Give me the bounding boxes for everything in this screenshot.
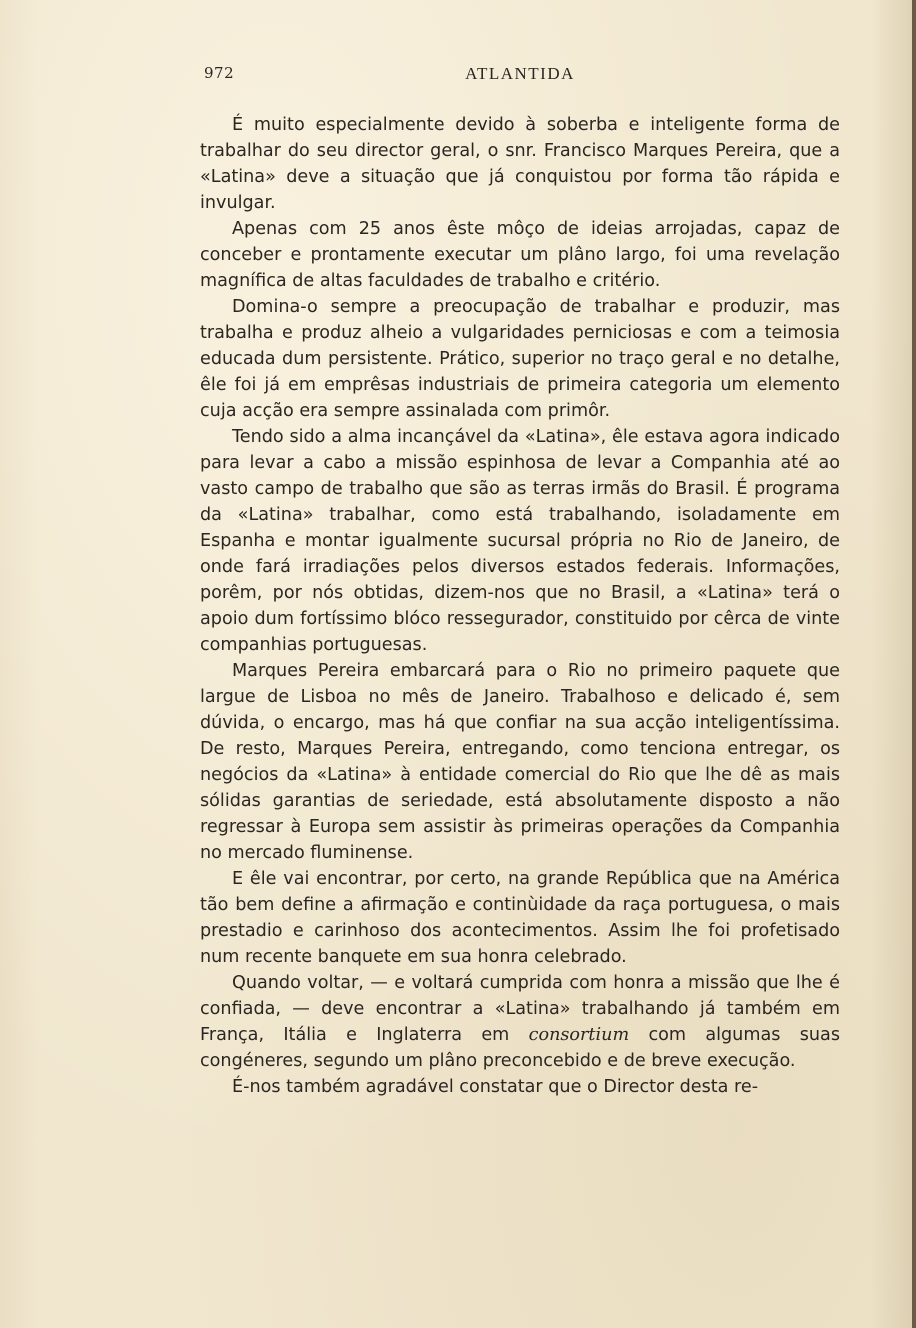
paragraph-1: É muito especialmente devido à soberba e inteligente forma de trabalhar do seu director geral, o snr. Francisco Marques Pereira, que a «Latina» deve a situação que já conquistou por forma tão rápida e invulgar. [200, 115, 840, 213]
page-number: 972 [204, 64, 235, 82]
paragraph-7-text-start: Quando voltar, — e voltará cumprida com honra a missão que lhe é confiada, — deve encontrar a «Latina» trabalhando já também em França, Itália e Inglaterra em [200, 973, 840, 1045]
paragraph-6: E êle vai encontrar, por certo, na grande República que na América tão bem define a afirmação e continùidade da raça portuguesa, o mais prestadio e carinhoso dos acontecimentos. Assim lhe foi profetisado num recente banquete em sua honra celebrado. [200, 869, 840, 967]
paragraph-2: Apenas com 25 anos êste môço de ideias arrojadas, capaz de conceber e prontamente executar um plâno largo, foi uma revelação magnífica de altas faculdades de trabalho e critério. [200, 219, 840, 291]
paragraph-8: É-nos também agradável constatar que o Director desta re- [232, 1077, 759, 1097]
paragraph-7-italic-term: consortium [528, 1025, 630, 1045]
paragraph-4: Tendo sido a alma incançável da «Latina», êle estava agora indicado para levar a cabo a missão espinhosa de levar a Companhia até ao vasto campo de trabalho que são as terras irmãs do Brasil. É programa da «Latina» trabalhar, como está trabalhando, isoladamente em Espanha e montar igualmente sucursal própria no Rio de Janeiro, de onde fará irradiações pelos diversos estados federais. Informações, porêm, por nós obtidas, dizem-nos que no Brasil, a «Latina» terá o apoio dum fortíssimo blóco ressegurador, constituido por cêrca de vinte companhias portuguesas. [200, 427, 840, 655]
paragraph-5: Marques Pereira embarcará para o Rio no primeiro paquete que largue de Lisboa no mês de Janeiro. Trabalhoso e delicado é, sem dúvida, o encargo, mas há que confiar na sua acção inteligentíssima. De resto, Marques Pereira, entregando, como tenciona entregar, os negócios da «Latina» à entidade comercial do Rio que lhe dê as mais sólidas garantias de seriedade, está absolutamente disposto a não regressar à Europa sem assistir às primeiras operações da Companhia no mercado fluminense. [200, 661, 840, 863]
running-title: ATLANTIDA [465, 64, 575, 83]
paragraph-3: Domina-o sempre a preocupação de trabalhar e produzir, mas trabalha e produz alheio a vulgaridades perniciosas e com a teimosia educada dum persistente. Prático, superior no traço geral e no detalhe, êle foi já em emprêsas industriais de primeira categoria um elemento cuja acção era sempre assinalada com primôr. [200, 297, 840, 421]
page-edge-shadow [912, 0, 916, 1328]
paragraph-7-text-end: com algumas suas congéneres, segundo um plâno preconcebido e de breve execução. [200, 1025, 840, 1071]
book-page [200, 60, 840, 1100]
article-body [200, 112, 840, 1100]
page-header [200, 60, 840, 90]
paragraph-7 [200, 970, 840, 1074]
